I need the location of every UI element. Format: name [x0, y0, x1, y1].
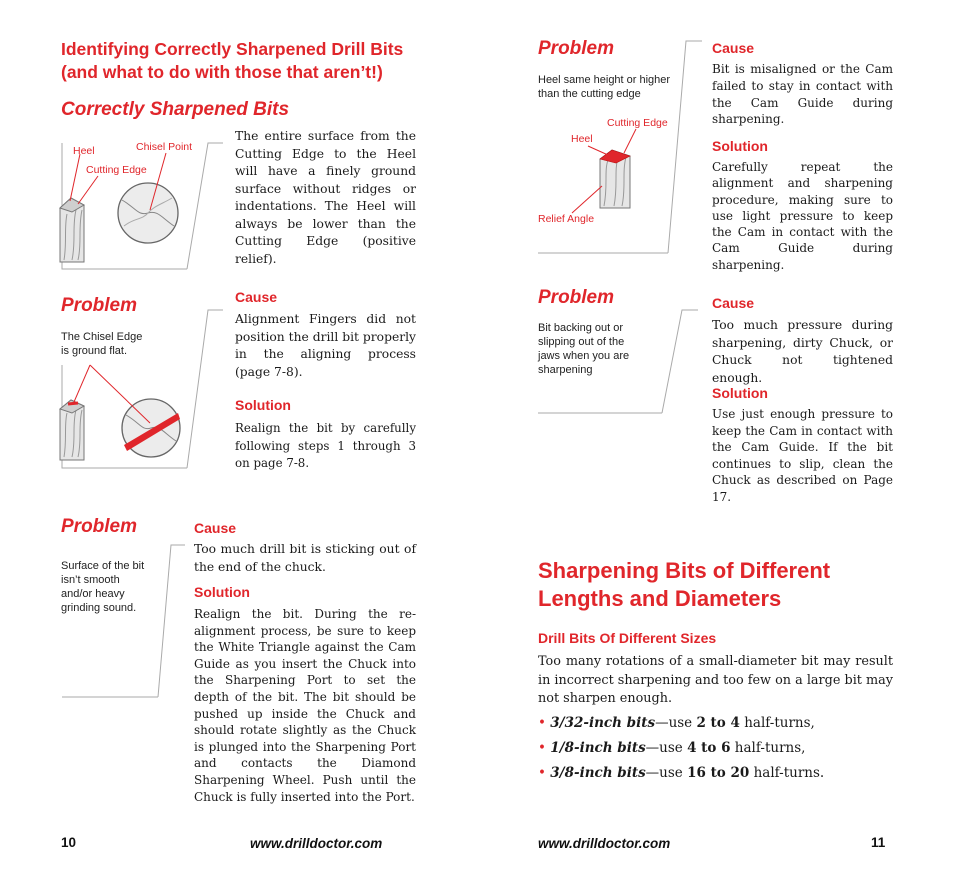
section-title-line-2: Lengths and Diameters — [538, 586, 782, 611]
problem-4-solution-label: Solution — [712, 385, 768, 401]
right-page-number: 11 — [871, 835, 886, 850]
main-heading — [61, 38, 461, 84]
problem-4-caption: Bit backing out or slipping out of the jaws when you are sharpening — [538, 322, 630, 376]
problem-2-caption: Surface of the bit isn’t smooth and/or heavy grinding sound. — [61, 560, 145, 614]
problem-2-cause-label: Cause — [194, 520, 237, 536]
problem-3-solution-text: Carefully repeat the alignment and sharpening procedure, making sure to use light pressure to keep the Cam in contact with the Cam Guide during sharpening. — [712, 160, 893, 272]
left-page-number: 10 — [61, 835, 77, 850]
problem-2-solution-label: Solution — [194, 584, 250, 600]
problem-4-cause-label: Cause — [712, 295, 755, 311]
left-footer-url: www.drilldoctor.com — [250, 836, 383, 851]
problem-1-cause-label: Cause — [235, 289, 278, 305]
problem-1-caption: The Chisel Edge is ground flat. — [61, 331, 143, 357]
problem-2-cause-text: Too much drill bit is sticking out of the end of the chuck. — [194, 542, 416, 574]
label-cutting-edge: Cutting Edge — [86, 164, 147, 176]
section-intro: Too many rotations of a small-diameter bit may result in incorrect sharpening and too few on a large bit may not sharpen enough. — [538, 654, 893, 706]
list-item: • 3/32-inch bits—use 2 to 4 half-turns, — [538, 715, 815, 731]
problem-4-cause-text: Too much pressure during sharpening, dirty Chuck, or Chuck not tightened enough. — [712, 318, 893, 385]
right-footer-url: www.drilldoctor.com — [538, 836, 671, 851]
label-heel: Heel — [73, 145, 95, 157]
problem-3-title: Problem — [538, 38, 615, 59]
problem-1-illustration — [58, 305, 228, 475]
problem-3-illustration — [536, 36, 706, 261]
problem-2-solution-text: Realign the bit. During the re-alignment process, be sure to keep the White Triangle against the Cam Guide as you insert the Chuck into the Sharpening Port to set the depth of the bit. The bit should be pushed up inside the Chuck and should rotate slightly as the Chuck is plunged into the Sharpening Port and contacts the Diamond Sharpening Wheel. Push until the Chuck is fully inserted into the Port. — [194, 607, 416, 804]
correct-bits-illustration — [58, 138, 228, 273]
section-title-line-1: Sharpening Bits of Different — [538, 558, 831, 583]
p3-label-heel: Heel — [571, 133, 593, 145]
problem-1-title: Problem — [61, 295, 138, 316]
correct-bits-title: Correctly Sharpened Bits — [61, 99, 290, 120]
problem-3-cause-label: Cause — [712, 40, 755, 56]
bit-size-list — [538, 711, 898, 786]
problem-4-title: Problem — [538, 287, 615, 308]
problem-4-frame — [536, 305, 706, 420]
section-subheading: Drill Bits Of Different Sizes — [538, 630, 717, 646]
main-heading-line-2: (and what to do with those that aren’t!) — [61, 62, 383, 82]
p3-label-cutting-edge: Cutting Edge — [607, 117, 668, 129]
list-item: • 3/8-inch bits—use 16 to 20 half-turns. — [538, 765, 825, 781]
problem-3-cause-text: Bit is misaligned or the Cam failed to stay in contact with the Cam Guide during sharpening. — [712, 62, 893, 127]
correct-bits-text: The entire surface from the Cutting Edge to the Heel will have a finely ground surface without ridges or indentations. The Heel will always be lower than the Cutting Edge (positive relief). — [235, 129, 416, 266]
problem-3-solution-label: Solution — [712, 138, 768, 154]
problem-4-solution-text: Use just enough pressure to keep the Cam in contact with the Cam Guide. If the bit continues to slip, clean the Chuck as described on Page 17. — [712, 407, 893, 504]
problem-1-solution-label: Solution — [235, 397, 291, 413]
problem-3-caption: Heel same height or higher than the cutting edge — [538, 74, 671, 100]
section-title — [538, 557, 898, 613]
problem-2-frame — [58, 540, 188, 705]
p3-label-relief-angle: Relief Angle — [538, 213, 595, 225]
problem-2-title: Problem — [61, 516, 138, 537]
problem-1-cause-text: Alignment Fingers did not position the drill bit properly in the aligning process (page 7-8). — [235, 312, 416, 379]
list-item: • 1/8-inch bits—use 4 to 6 half-turns, — [538, 740, 806, 756]
problem-1-solution-text: Realign the bit by carefully following steps 1 through 3 on page 7-8. — [235, 421, 416, 470]
main-heading-line-1: Identifying Correctly Sharpened Drill Bits — [61, 39, 404, 59]
label-chisel-point: Chisel Point — [136, 141, 193, 153]
